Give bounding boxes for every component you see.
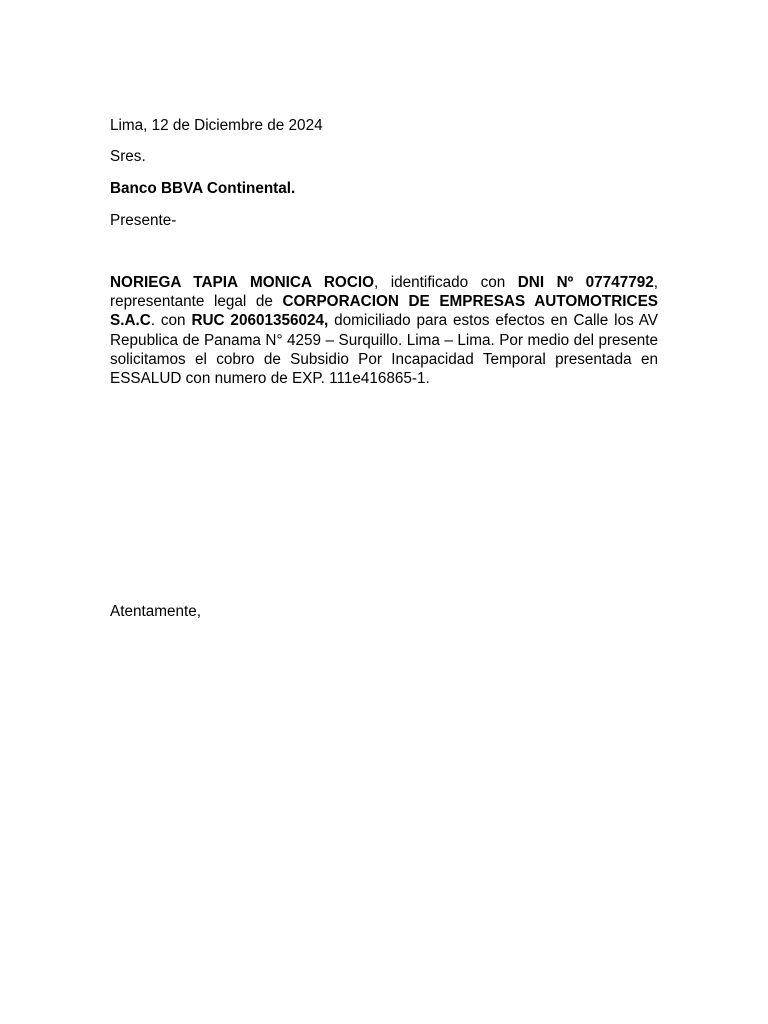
salutation: Sres. (110, 148, 146, 165)
presente-line: Presente- (110, 212, 177, 229)
ruc-number: RUC 20601356024, (191, 312, 329, 330)
dni-number: DNI Nº 07747792 (517, 274, 654, 291)
applicant-name: NORIEGA TAPIA MONICA ROCIO (110, 274, 375, 291)
recipient-name: Banco BBVA Continental. (110, 180, 296, 197)
company-name: CORPORACION DE EMPRESAS AUTOMOTRICES S.A.C (110, 293, 658, 330)
date-line: Lima, 12 de Diciembre de 2024 (110, 117, 323, 134)
body-paragraph (110, 273, 658, 388)
body-text-3: . con (150, 312, 192, 330)
body-text-1: , identificado con (374, 274, 518, 291)
body-text-2: , representante legal de (110, 274, 658, 311)
closing-line: Atentamente, (110, 603, 201, 620)
body-text-4: domiciliado para estos efectos en Calle los AV Republica de Panama N° 4259 – Surquillo. Lima – Lima. Por medio del presente solicitamos el cobro de Subsidio Por Incapacidad Temporal presentada en ESSALUD con numero de EXP. 111e416865-1. (110, 312, 659, 388)
